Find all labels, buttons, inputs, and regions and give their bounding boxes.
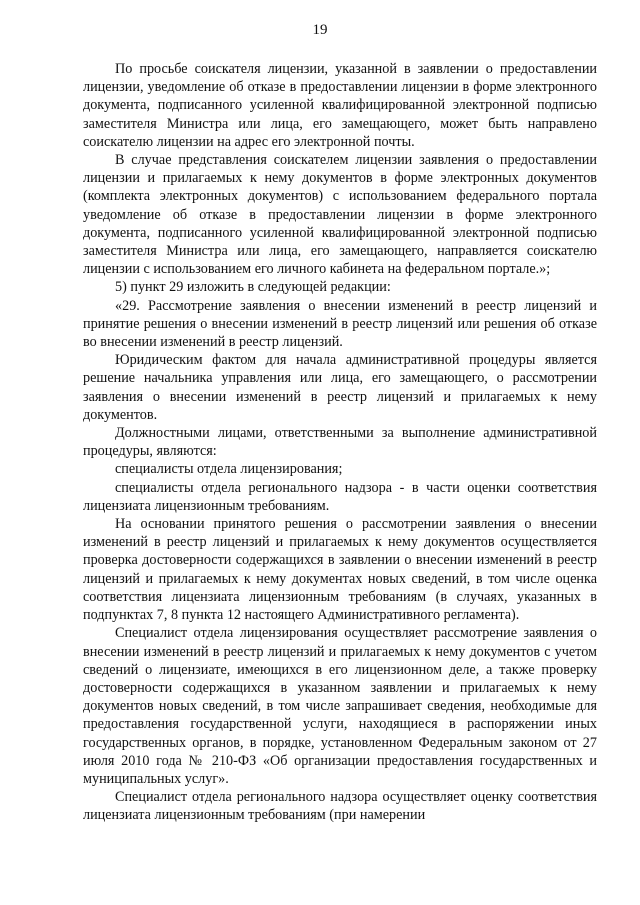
paragraph-verification: На основании принятого решения о рассмотрении заявления о внесении изменений в реестр лицензий и прилагаемых к нему документов осуществляется проверка достоверности содержащихся в заявлении о внесении изменений в реестр лицензий и прилагаемых к нему документах новых сведений, в том числе оценка соответствия лицензиата лицензионным требованиям (в случаях, указанных в подпунктах 7, 8 пункта 12 настоящего Административного регламента). (83, 516, 597, 624)
paragraph-supervision-assessment: Специалист отдела регионального надзора осуществляет оценку соответствия лицензиата лицензионным требованиям (при намерении (83, 789, 597, 824)
paragraph-item-5: 5) пункт 29 изложить в следующей редакции: (115, 279, 391, 296)
paragraph-email-notice: По просьбе соискателя лицензии, указанной в заявлении о предоставлении лицензии, уведомление об отказе в предоставлении лицензии в форме электронного документа, подписанного усиленной квалифицированной электронной подписью заместителя Министра или лица, его замещающего, может быть направлено соискателю лицензии на адрес его электронной почты. (83, 61, 597, 150)
paragraph-clause-29: «29. Рассмотрение заявления о внесении изменений в реестр лицензий и принятие решения о внесении изменений в реестр лицензий или решения об отказе во внесении изменений в реестр лицензий. (83, 297, 597, 351)
paragraph-licensing-review: Специалист отдела лицензирования осуществляет рассмотрение заявления о внесении изменений в реестр лицензий и прилагаемых к нему документов с учетом сведений о лицензиате, имеющихся в его лицензионном деле, а также проверку достоверности содержащихся в указанном заявлении и прилагаемых к нему документов новых сведений, в том числе запрашивает сведения, необходимые для предоставления государственной услуги, находящиеся в распоряжении иных государственных органов, в порядке, установленном Федеральным законом от 27 июля 2010 года № 210-ФЗ «Об организации предоставления государственных и муниципальных услуг». (83, 625, 597, 787)
paragraph-licensing-specialists: специалисты отдела лицензирования; (115, 461, 343, 478)
paragraph-legal-fact: Юридическим фактом для начала административной процедуры является решение начальника управления или лица, его замещающего, о рассмотрении заявления о внесении изменений в реестр лицензий и прилагаемых к нему документов. (83, 352, 597, 423)
page-number: 19 (312, 22, 328, 38)
paragraph-portal-notice: В случае представления соискателем лицензии заявления о предоставлении лицензии и прилагаемых к нему документов в форме электронных документов (комплекта электронных документов) с использованием федерального портала уведомление об отказе в предоставлении лицензии в форме электронного документа, подписанного усиленной квалифицированной электронной подписью заместителя Министра или лица, его замещающего, направляется соискателю лицензии с использованием его личного кабинета на федеральном портале.»; (83, 152, 597, 278)
document-body (83, 60, 597, 825)
paragraph-supervision-specialists: специалисты отдела регионального надзора - в части оценки соответствия лицензиата лицензионным требованиям. (83, 479, 597, 514)
paragraph-responsible-officials: Должностными лицами, ответственными за выполнение административной процедуры, являются: (83, 425, 597, 460)
